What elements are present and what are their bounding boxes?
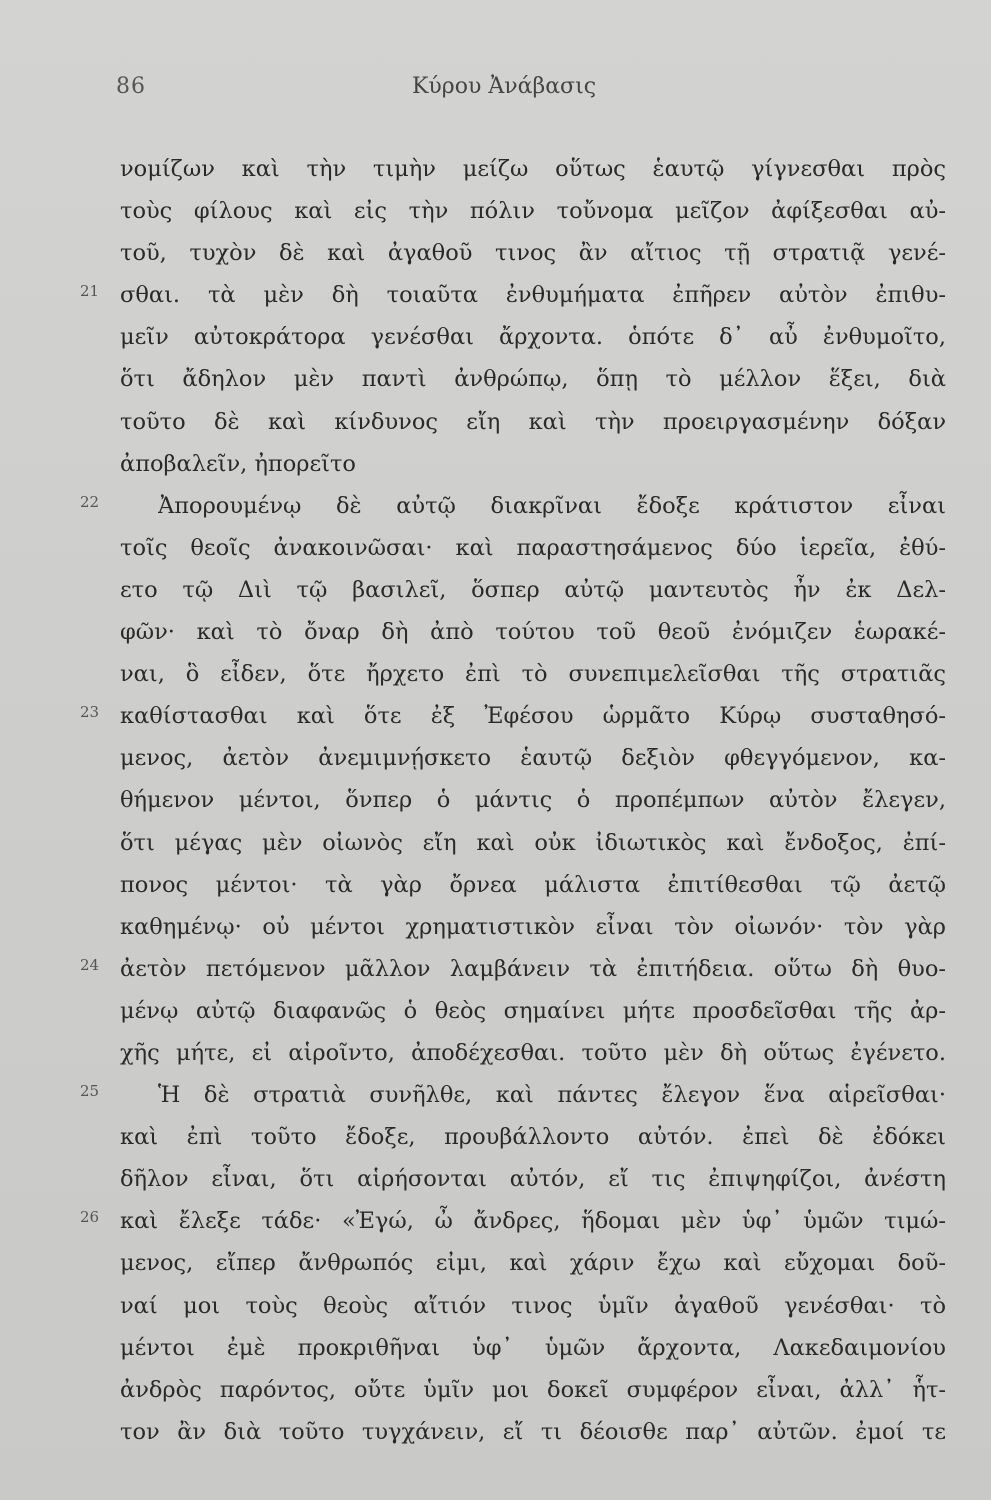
text-line — [0, 952, 991, 994]
text-line — [0, 741, 991, 783]
running-title: Κύρου Ἀνάβασις — [412, 74, 597, 99]
section-number: 25 — [80, 1082, 100, 1101]
text-line — [0, 362, 991, 404]
line-text: μενος, εἴπερ ἄνθρωπός εἰμι, καὶ χάριν ἔχω καὶ εὔχομαι δοῦ- — [120, 1250, 946, 1277]
line-text: μεῖν αὐτοκράτορα γενέσθαι ἄρχοντα. ὁπότε δ᾽ αὖ ἐνθυμοῖτο, — [120, 324, 946, 351]
section-number: 22 — [80, 492, 100, 511]
line-text: μενος, ἀετὸν ἀνεμιμνῄσκετο ἑαυτῷ δεξιὸν φθεγγόμενον, κα- — [120, 745, 946, 772]
text-line — [0, 1331, 991, 1373]
text-line — [0, 573, 991, 615]
line-text: φῶν· καὶ τὸ ὄναρ δὴ ἀπὸ τούτου τοῦ θεοῦ ἐνόμιζεν ἑωρακέ- — [120, 619, 946, 646]
body-text — [0, 152, 991, 1457]
line-text: ἀνδρὸς παρόντος, οὔτε ὑμῖν μοι δοκεῖ συμφέρον εἶναι, ἀλλ᾽ ἧτ- — [120, 1376, 946, 1403]
text-line — [0, 1246, 991, 1288]
line-text: ναι, ὃ εἶδεν, ὅτε ἤρχετο ἐπὶ τὸ συνεπιμελεῖσθαι τῆς στρατιᾶς — [120, 661, 946, 688]
line-text: ἀποβαλεῖν, ἠπορεῖτο — [120, 450, 356, 477]
line-text: ναί μοι τοὺς θεοὺς αἴτιόν τινος ὑμῖν ἀγαθοῦ γενέσθαι· τὸ — [120, 1292, 946, 1319]
page-header — [0, 70, 991, 110]
line-text: καθίστασθαι καὶ ὅτε ἐξ Ἐφέσου ὡρμᾶτο Κύρῳ συσταθησό- — [120, 703, 946, 730]
text-line — [0, 1373, 991, 1415]
page-number: 86 — [116, 74, 146, 99]
line-text: καθημένῳ· οὐ μέντοι χρηματιστικὸν εἶναι τὸν οἰωνόν· τὸν γὰρ — [120, 913, 946, 940]
text-line — [0, 657, 991, 699]
line-text: τοῖς θεοῖς ἀνακοινῶσαι· καὶ παραστησάμενος δύο ἱερεῖα, ἐθύ- — [120, 534, 946, 561]
text-line — [0, 152, 991, 194]
line-text: Ἡ δὲ στρατιὰ συνῆλθε, καὶ πάντες ἔλεγον ἕνα αἱρεῖσθαι· — [158, 1082, 946, 1109]
line-text: ὅτι μέγας μὲν οἰωνὸς εἴη καὶ οὐκ ἰδιωτικὸς καὶ ἔνδοξος, ἐπί- — [120, 829, 946, 856]
text-line — [0, 615, 991, 657]
section-number: 26 — [80, 1208, 100, 1227]
section-number: 24 — [80, 955, 100, 974]
line-text: θήμενον μέντοι, ὅνπερ ὁ μάντις ὁ προπέμπων αὐτὸν ἔλεγεν, — [120, 787, 946, 814]
line-text: νομίζων καὶ τὴν τιμὴν μείζω οὕτως ἑαυτῷ γίγνεσθαι πρὸς — [120, 156, 946, 182]
text-line — [0, 1120, 991, 1162]
text-line — [0, 320, 991, 362]
line-text: τοῦτο δὲ καὶ κίνδυνος εἴη καὶ τὴν προειργασμένην δόξαν — [120, 408, 946, 435]
line-text: ἀετὸν πετόμενον μᾶλλον λαμβάνειν τὰ ἐπιτήδεια. οὕτω δὴ θυο- — [120, 955, 946, 982]
line-text: Ἀπορουμένῳ δὲ αὐτῷ διακρῖναι ἔδοξε κράτιστον εἶναι — [158, 492, 946, 519]
text-line — [0, 783, 991, 825]
text-line — [0, 1204, 991, 1246]
line-text: πονος μέντοι· τὰ γὰρ ὄρνεα μάλιστα ἐπιτίθεσθαι τῷ ἀετῷ — [120, 871, 946, 898]
text-line — [0, 278, 991, 320]
text-line — [0, 405, 991, 447]
text-line — [0, 994, 991, 1036]
text-line — [0, 910, 991, 952]
text-line — [0, 236, 991, 278]
text-line — [0, 826, 991, 868]
line-text: μέντοι ἐμὲ προκριθῆναι ὑφ᾽ ὑμῶν ἄρχοντα, Λακεδαιμονίου — [120, 1334, 946, 1361]
text-line — [0, 699, 991, 741]
line-text: καὶ ἐπὶ τοῦτο ἔδοξε, προυβάλλοντο αὐτόν. ἐπεὶ δὲ ἐδόκει — [120, 1124, 946, 1151]
text-line — [0, 489, 991, 531]
text-line — [0, 868, 991, 910]
line-text: καὶ ἔλεξε τάδε· «Ἐγώ, ὦ ἄνδρες, ἥδομαι μὲν ὑφ᾽ ὑμῶν τιμώ- — [120, 1208, 946, 1235]
line-text: ὅτι ἄδηλον μὲν παντὶ ἀνθρώπῳ, ὅπῃ τὸ μέλλον ἕξει, διὰ — [120, 366, 946, 393]
line-text: μένῳ αὐτῷ διαφανῶς ὁ θεὸς σημαίνει μήτε προσδεῖσθαι τῆς ἀρ- — [120, 997, 946, 1024]
text-line — [0, 1036, 991, 1078]
section-number: 21 — [80, 282, 100, 301]
line-text: σθαι. τὰ μὲν δὴ τοιαῦτα ἐνθυμήματα ἐπῆρεν αὐτὸν ἐπιθυ- — [120, 282, 946, 309]
line-text: τοὺς φίλους καὶ εἰς τὴν πόλιν τοὔνομα μεῖζον ἀφίξεσθαι αὐ- — [120, 198, 946, 225]
text-line — [0, 194, 991, 236]
line-text: δῆλον εἶναι, ὅτι αἱρήσονται αὐτόν, εἴ τις ἐπιψηφίζοι, ἀνέστη — [120, 1166, 946, 1193]
text-line — [0, 1162, 991, 1204]
line-text: τοῦ, τυχὸν δὲ καὶ ἀγαθοῦ τινος ἂν αἴτιος τῇ στρατιᾷ γενέ- — [120, 240, 946, 267]
text-line — [0, 531, 991, 573]
text-line — [0, 447, 991, 489]
section-number: 23 — [80, 703, 100, 722]
text-line — [0, 1078, 991, 1120]
text-line — [0, 1289, 991, 1331]
text-line — [0, 1415, 991, 1457]
line-text: χῆς μήτε, εἰ αἱροῖντο, ἀποδέχεσθαι. τοῦτο μὲν δὴ οὕτως ἐγένετο. — [120, 1039, 946, 1066]
line-text: τον ἂν διὰ τοῦτο τυγχάνειν, εἴ τι δέοισθε παρ᾽ αὐτῶν. ἐμοί τε — [120, 1418, 946, 1445]
line-text: ετο τῷ Διὶ τῷ βασιλεῖ, ὅσπερ αὐτῷ μαντευτὸς ἦν ἐκ Δελ- — [120, 576, 946, 603]
